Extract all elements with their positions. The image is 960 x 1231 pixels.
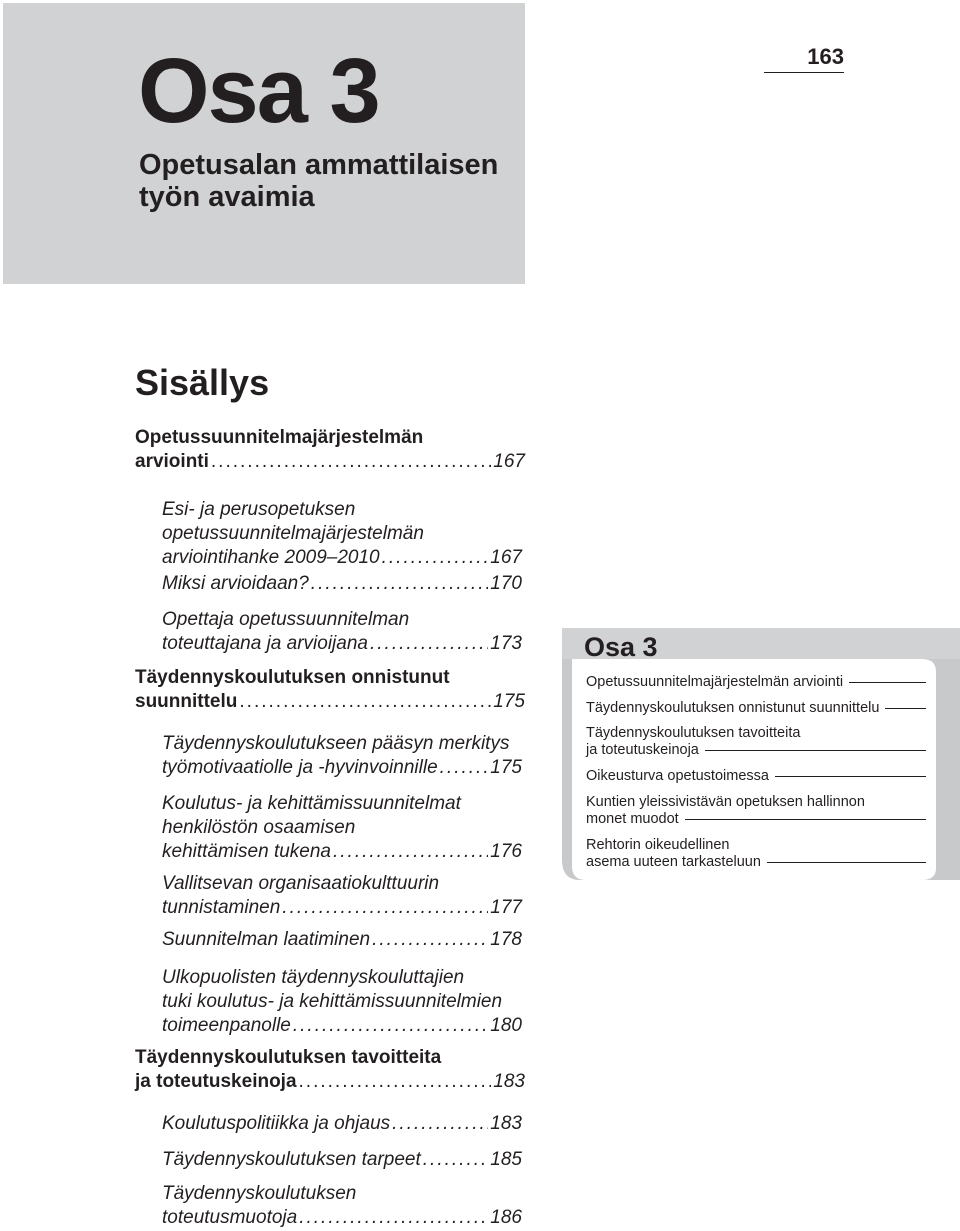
- sidebar-item: [586, 768, 926, 785]
- toc-leader-dots: [239, 690, 491, 714]
- toc-leader-dots: [293, 1014, 488, 1038]
- toc-leader-dots: [333, 840, 488, 864]
- toc-section-entry: [135, 1046, 525, 1094]
- sidebar-item-label: asema uuteen tarkasteluun: [586, 854, 761, 870]
- toc-entry-title: Täydennyskoulutuksen onnistunut: [135, 667, 450, 688]
- sidebar-item: [586, 674, 926, 691]
- toc-page-number: 178: [490, 929, 522, 950]
- toc-page-number: 173: [490, 633, 522, 654]
- toc-entry-title: Täydennyskoulutukseen pääsyn merkitys: [162, 733, 510, 754]
- sidebar-item-label: Täydennyskoulutuksen tavoitteita: [586, 725, 801, 741]
- toc-section-entry: [135, 666, 525, 714]
- toc-entry-title: Miksi arvioidaan?: [162, 573, 309, 594]
- toc-leader-dots: [299, 1206, 488, 1230]
- toc-heading: Sisällys: [135, 362, 270, 403]
- toc-subsection-entry: [162, 966, 522, 1038]
- toc-subsection-entry: [162, 732, 522, 780]
- toc-subsection-entry: [162, 792, 522, 864]
- part-sidebar: [562, 628, 960, 896]
- toc-subsection-entry: [162, 872, 522, 920]
- sidebar-title: Osa 3: [584, 632, 658, 662]
- sidebar-item: [586, 725, 926, 759]
- toc-page-number: 186: [490, 1207, 522, 1228]
- part-subtitle: Opetusalan ammattilaisen työn avaimia: [139, 149, 499, 213]
- page-number: 163: [764, 44, 844, 73]
- toc-page-number: 175: [493, 691, 525, 712]
- toc-subsection-entry: [162, 1148, 522, 1172]
- toc-entry-title: tuki koulutus- ja kehittämissuunnitelmien: [162, 991, 503, 1012]
- toc-page-number: 180: [490, 1015, 522, 1036]
- toc-entry-title: Koulutus- ja kehittämissuunnitelmat: [162, 793, 461, 814]
- toc-subsection-entry: [162, 608, 522, 656]
- toc-subsection-entry: [162, 1182, 522, 1230]
- toc-entry-title: arviointi: [135, 451, 209, 472]
- toc-leader-dots: [372, 928, 488, 952]
- sidebar-rule-line: [885, 708, 926, 709]
- toc-entry-title: Suunnitelman laatiminen: [162, 929, 371, 950]
- toc-page-number: 175: [490, 757, 522, 778]
- toc-leader-dots: [299, 1070, 492, 1094]
- toc-subsection-entry: [162, 1112, 522, 1136]
- toc-page-number: 183: [490, 1113, 522, 1134]
- toc-entry-title: Vallitsevan organisaatiokulttuurin: [162, 873, 440, 894]
- toc-entry-title: suunnittelu: [135, 691, 238, 712]
- toc-leader-dots: [211, 450, 491, 474]
- toc-leader-dots: [282, 896, 488, 920]
- sidebar-rule-line: [767, 862, 926, 863]
- toc-entry-title: Esi- ja perusopetuksen: [162, 499, 356, 520]
- toc-section-entry: [135, 426, 525, 474]
- toc-leader-dots: [440, 756, 489, 780]
- sidebar-rule-line: [775, 776, 926, 777]
- toc-leader-dots: [311, 572, 489, 596]
- sidebar-item: [586, 837, 926, 871]
- toc-subsection-entry: [162, 498, 522, 570]
- toc-entry-title: Täydennyskoulutuksen tavoitteita: [135, 1047, 442, 1068]
- toc-leader-dots: [382, 546, 489, 570]
- toc-page-number: 167: [493, 451, 525, 472]
- toc-entry-title: Opetussuunnitelmajärjestelmän: [135, 427, 424, 448]
- sidebar-item-label: Oikeusturva opetustoimessa: [586, 768, 769, 784]
- toc-entry-title: ja toteutuskeinoja: [135, 1071, 297, 1092]
- toc-entry-title: Täydennyskoulutuksen: [162, 1183, 357, 1204]
- toc-entry-title: työmotivaatiolle ja -hyvinvoinnille: [162, 757, 438, 778]
- toc-entry-title: Opettaja opetussuunnitelman: [162, 609, 410, 630]
- sidebar-item-label: Täydennyskoulutuksen onnistunut suunnittelu: [586, 700, 880, 716]
- part-header-panel: [3, 3, 525, 284]
- sidebar-item-label: Rehtorin oikeudellinen: [586, 837, 730, 853]
- toc-leader-dots: [392, 1112, 488, 1136]
- toc-entry-title: toteutusmuotoja: [162, 1207, 298, 1228]
- toc-entry-title: arviointihanke 2009–2010: [162, 547, 380, 568]
- sidebar-item: [586, 700, 926, 717]
- toc-subsection-entry: [162, 572, 522, 596]
- toc-entry-title: Koulutuspolitiikka ja ohjaus: [162, 1113, 391, 1134]
- toc-page-number: 170: [490, 573, 522, 594]
- sidebar-item: [586, 794, 926, 828]
- part-title: Osa 3: [138, 40, 379, 142]
- sidebar-item-label: Kuntien yleissivistävän opetuksen hallinnon: [586, 794, 865, 810]
- toc-entry-title: toteuttajana ja arvioijana: [162, 633, 368, 654]
- toc-leader-dots: [423, 1148, 489, 1172]
- toc-leader-dots: [370, 632, 488, 656]
- toc-entry-title: opetussuunnitelmajärjestelmän: [162, 523, 424, 544]
- toc-page-number: 183: [493, 1071, 525, 1092]
- sidebar-rule-line: [705, 750, 926, 751]
- sidebar-item-label: Opetussuunnitelmajärjestelmän arviointi: [586, 674, 844, 690]
- toc-page-number: 185: [490, 1149, 522, 1170]
- sidebar-item-label: monet muodot: [586, 811, 679, 827]
- toc-entry-title: Ulkopuolisten täydennyskouluttajien: [162, 967, 465, 988]
- toc-subsection-entry: [162, 928, 522, 952]
- sidebar-rule-line: [685, 819, 926, 820]
- sidebar-item-label: ja toteutuskeinoja: [586, 742, 699, 758]
- toc-page-number: 177: [490, 897, 522, 918]
- toc-entry-title: Täydennyskoulutuksen tarpeet: [162, 1149, 421, 1170]
- toc-page-number: 167: [490, 547, 522, 568]
- sidebar-rule-line: [849, 682, 926, 683]
- toc-entry-title: tunnistaminen: [162, 897, 281, 918]
- toc-entry-title: toimeenpanolle: [162, 1015, 291, 1036]
- toc-page-number: 176: [490, 841, 522, 862]
- toc-entry-title: kehittämisen tukena: [162, 841, 331, 862]
- toc-entry-title: henkilöstön osaamisen: [162, 817, 356, 838]
